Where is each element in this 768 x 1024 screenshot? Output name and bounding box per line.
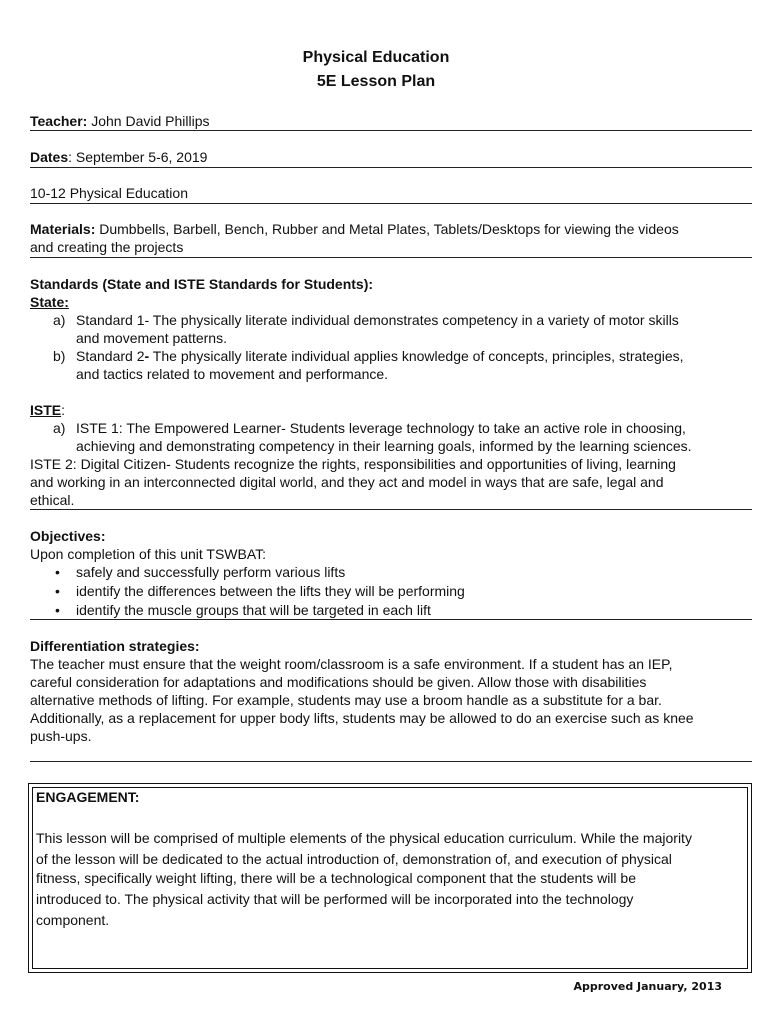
divider: [30, 257, 752, 258]
state-label-line: [30, 293, 752, 311]
standard-2-dash: -: [144, 348, 150, 364]
objectives-intro: Upon completion of this unit TSWBAT:: [30, 546, 267, 562]
objective-item: safely and successfully perform various lifts: [76, 564, 346, 580]
objective-item: identify the muscle groups that will be targeted in each lift: [76, 602, 431, 618]
bullet-icon: •: [55, 583, 60, 599]
iste-2-line1: ISTE 2: Digital Citizen- Students recognize the rights, responsibilities and opportunities of living, learning: [30, 456, 676, 472]
approval-footer: Approved January, 2013: [573, 980, 722, 993]
document-subtitle: 5E Lesson Plan: [316, 73, 436, 90]
differentiation-heading: Differentiation strategies:: [30, 638, 200, 654]
differentiation-line: The teacher must ensure that the weight room/classroom is a safe environment. If a student has an IEP,: [30, 656, 673, 672]
objective-item: identify the differences between the lifts they will be performing: [76, 583, 465, 599]
iste-label: ISTE: [30, 402, 62, 418]
standard-2-text: The physically literate individual applies knowledge of concepts, principles, strategies,: [149, 348, 684, 364]
teacher-value: John David Phillips: [87, 113, 210, 129]
dates-line: [30, 148, 752, 166]
list-marker: b): [53, 348, 66, 364]
dates-label: Dates: [30, 149, 69, 165]
differentiation-line: Additionally, as a replacement for upper body lifts, students may be allowed to do an exercise such as knee: [30, 710, 694, 726]
iste-1-line1: ISTE 1: The Empowered Learner- Students leverage technology to take an active role in choosing,: [76, 420, 686, 436]
standards-heading: Standards (State and ISTE Standards for Students):: [30, 276, 374, 292]
iste-colon: :: [61, 402, 66, 418]
engagement-line: This lesson will be comprised of multiple elements of the physical education curriculum. While the majority: [36, 830, 692, 846]
state-standard-2-line2: and tactics related to movement and performance.: [76, 366, 389, 382]
materials-label: Materials:: [30, 221, 96, 237]
bullet-icon: •: [55, 564, 60, 580]
differentiation-line: alternative methods of lifting. For example, students may use a broom handle as a substitute for a bar.: [30, 692, 662, 708]
iste-label-line: [30, 401, 752, 419]
teacher-line: [30, 112, 752, 130]
engagement-heading: ENGAGEMENT:: [36, 789, 140, 805]
materials-line1: [30, 220, 752, 238]
iste-2-line2: and working in an interconnected digital world, and they act and model in ways that are safe, legal and: [30, 474, 664, 490]
divider: [30, 619, 752, 620]
differentiation-line: careful consideration for adaptations and modifications should be given. Allow those with disabilities: [30, 674, 647, 690]
materials-value: Dumbbells, Barbell, Bench, Rubber and Metal Plates, Tablets/Desktops for viewing the videos: [95, 221, 679, 237]
engagement-line: of the lesson will be dedicated to the actual introduction of, demonstration of, and execution of physical: [36, 851, 672, 867]
differentiation-line: push-ups.: [30, 728, 92, 744]
state-standard-2-line1: [76, 347, 684, 365]
list-marker: a): [53, 312, 66, 328]
document-title: Physical Education: [302, 49, 450, 66]
course-line: 10-12 Physical Education: [30, 185, 188, 201]
divider: [30, 761, 752, 762]
list-marker: a): [53, 420, 66, 436]
engagement-line: fitness, specifically weight lifting, there will be a technological component that the students will be: [36, 870, 636, 886]
iste-2-line3: ethical.: [30, 492, 75, 508]
bullet-icon: •: [55, 602, 60, 618]
divider: [30, 203, 752, 204]
state-label: State:: [30, 294, 69, 310]
objectives-heading: Objectives:: [30, 528, 106, 544]
teacher-label: Teacher:: [30, 113, 88, 129]
materials-line2: and creating the projects: [30, 239, 184, 255]
dates-value: : September 5-6, 2019: [68, 149, 208, 165]
divider: [30, 167, 752, 168]
standard-2-label: Standard 2: [76, 348, 145, 364]
state-standard-1-line2: and movement patterns.: [76, 330, 227, 346]
engagement-line: component.: [36, 912, 110, 928]
iste-1-line2: achieving and demonstrating competency in their learning goals, informed by the learning sciences.: [76, 438, 692, 454]
divider: [30, 130, 752, 131]
state-standard-1-line1: Standard 1- The physically literate individual demonstrates competency in a variety of motor skills: [76, 312, 679, 328]
divider: [30, 509, 752, 510]
engagement-line: introduced to. The physical activity that will be performed will be incorporated into the technology: [36, 891, 634, 907]
